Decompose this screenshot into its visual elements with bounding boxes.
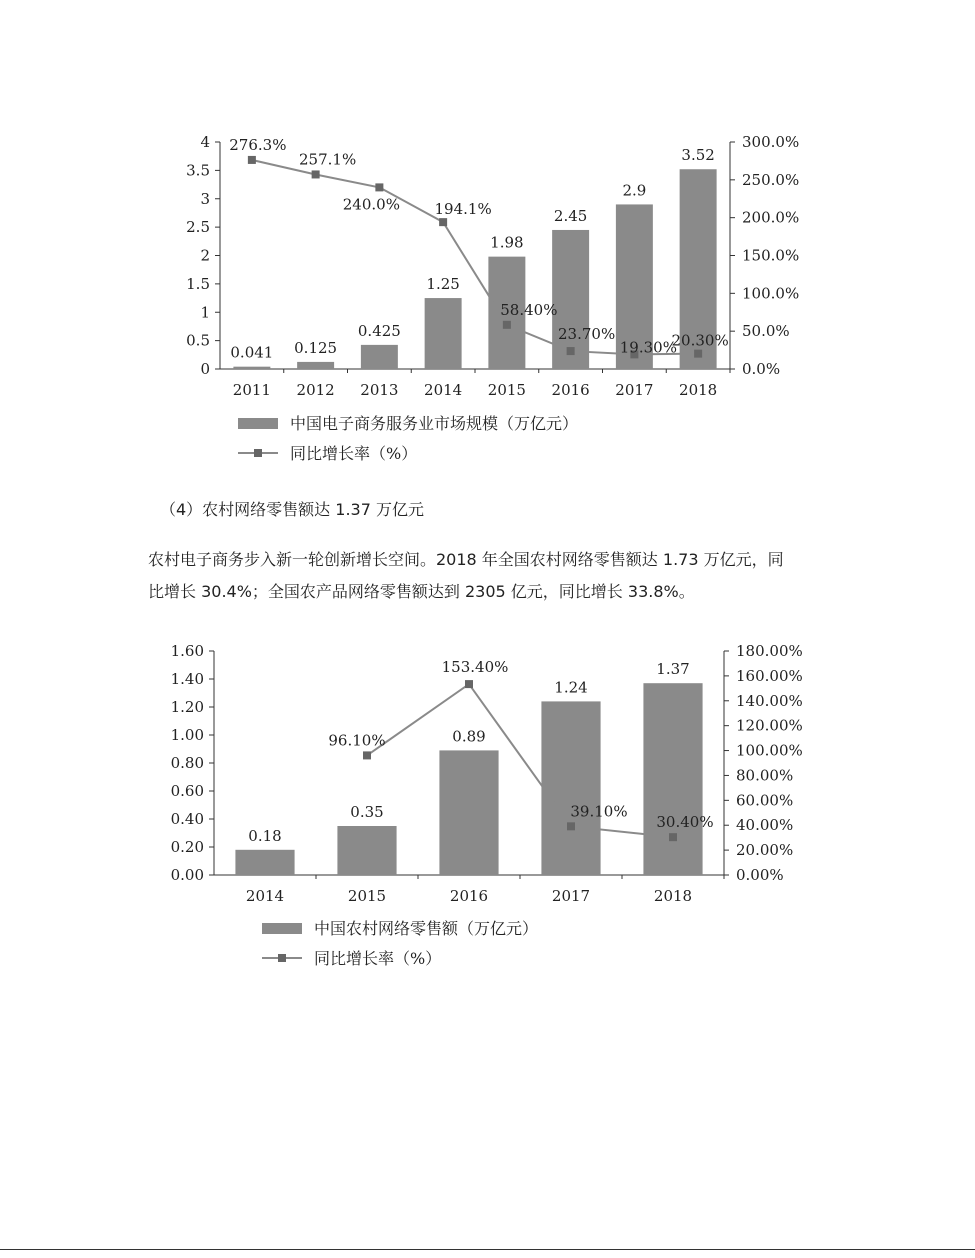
x-tick-label: 2015 [347,887,387,905]
left-tick-label: 0.5 [186,331,210,350]
left-tick-label: 2 [200,246,210,265]
growth-value-label: 257.1% [299,150,357,169]
left-tick-label: 2.5 [186,218,210,237]
right-tick-label: 300.0% [742,133,800,151]
bar-value-label: 0.35 [350,803,384,821]
section-heading: （4）农村网络零售额达 1.37 万亿元 [160,500,424,519]
x-tick-label: 2015 [487,381,526,399]
chart-1-svg [0,120,975,480]
bar-value-label: 1.37 [656,660,690,679]
x-tick-label: 2016 [551,381,590,399]
growth-marker [567,822,575,830]
left-tick-label: 0.80 [170,754,204,772]
growth-marker [465,680,473,688]
right-tick-label: 180.00% [736,642,803,660]
right-tick-label: 50.0% [742,322,790,341]
bar-value-label: 0.125 [294,338,338,357]
x-tick-label: 2017 [551,887,591,905]
left-tick-label: 1.5 [186,274,210,293]
x-tick-label: 2012 [296,381,335,399]
legend-line-marker [278,954,286,962]
bar [337,826,396,875]
right-tick-label: 150.0% [742,246,800,265]
growth-value-label: 39.10% [570,802,628,821]
growth-marker [439,218,447,226]
left-tick-label: 1.40 [170,670,204,688]
bar-value-label: 0.89 [452,727,486,746]
bar-value-label: 3.52 [681,146,715,165]
bar-value-label: 1.24 [554,678,588,697]
growth-marker [567,347,575,355]
left-tick-label: 1.00 [170,726,204,744]
ecommerce-service-market-chart [0,120,975,484]
growth-marker [312,170,320,178]
x-tick-label: 2013 [360,381,399,399]
legend-line-marker [254,449,262,457]
footer-rule [0,1249,975,1250]
left-tick-label: 4 [200,133,210,151]
growth-marker [694,350,702,358]
right-tick-label: 160.00% [736,666,803,685]
growth-value-label: 23.70% [558,325,616,344]
growth-value-label: 30.40% [656,813,714,832]
right-tick-label: 0.0% [742,360,781,378]
growth-value-label: 96.10% [328,731,386,750]
legend-bar-swatch [238,418,278,429]
x-tick-label: 2017 [615,381,654,399]
right-tick-label: 250.0% [742,170,800,189]
growth-value-label: 194.1% [434,200,492,219]
bar [235,850,294,875]
left-tick-label: 0 [200,360,210,378]
paragraph-line-2: 比增长 30.4%；全国农产品网络零售额达到 2305 亿元，同比增长 33.8%。 [148,582,695,601]
x-tick-label: 2018 [679,381,718,399]
growth-marker [248,156,256,164]
growth-value-label: 20.30% [671,331,729,350]
growth-marker [503,321,511,329]
legend-bar-swatch [262,923,302,934]
right-tick-label: 80.00% [736,766,794,785]
x-tick-label: 2018 [653,887,693,905]
growth-value-label: 19.30% [619,338,677,357]
left-tick-label: 1.20 [170,698,204,716]
growth-marker [363,751,371,759]
bar [541,701,600,875]
bar-value-label: 2.9 [622,181,647,200]
x-tick-label: 2016 [449,887,489,905]
legend-bar-label: 中国农村网络零售额（万亿元） [314,919,539,938]
legend-line-label: 同比增长率（%） [314,949,442,968]
left-tick-label: 0.40 [170,810,204,828]
x-tick-label: 2011 [232,381,271,399]
growth-marker [669,833,677,841]
right-tick-label: 100.0% [742,284,800,303]
bar-value-label: 1.25 [426,275,460,294]
bar-value-label: 2.45 [553,206,588,225]
paragraph [148,544,838,608]
right-tick-label: 140.00% [736,691,803,710]
growth-value-label: 153.40% [441,658,509,677]
bar [439,750,498,875]
right-tick-label: 120.00% [736,716,803,735]
left-tick-label: 3.5 [186,161,210,180]
bar [361,345,398,369]
legend-bar-label: 中国电子商务服务业市场规模（万亿元） [290,414,579,433]
growth-marker [375,183,383,191]
left-tick-label: 0.20 [170,838,204,856]
right-tick-label: 100.00% [736,741,803,760]
right-tick-label: 200.0% [742,208,800,227]
bar [425,298,462,369]
chart-2-svg [0,628,975,978]
bar-value-label: 1.98 [490,233,524,252]
bar-value-label: 0.041 [230,343,274,362]
left-tick-label: 0.00 [170,866,204,884]
x-tick-label: 2014 [424,381,463,399]
right-tick-label: 20.00% [736,841,794,860]
bar [297,362,334,369]
left-tick-label: 0.60 [170,782,204,800]
growth-value-label: 240.0% [342,195,400,214]
bar-value-label: 0.425 [357,321,401,340]
growth-value-label: 276.3% [229,135,287,154]
left-tick-label: 3 [200,189,210,208]
left-tick-label: 1.60 [170,642,204,660]
left-tick-label: 1 [200,303,210,322]
right-tick-label: 60.00% [736,791,794,810]
bar-value-label: 0.18 [248,826,282,845]
bar [233,367,270,369]
growth-value-label: 58.40% [500,300,558,319]
bar [643,683,702,875]
right-tick-label: 40.00% [736,816,794,835]
x-tick-label: 2014 [245,887,285,905]
right-tick-label: 0.00% [736,866,784,884]
rural-online-retail-chart [0,628,975,982]
paragraph-line-1: 农村电子商务步入新一轮创新增长空间。2018 年全国农村网络零售额达 1.73 万亿元，同 [148,550,784,569]
legend-line-label: 同比增长率（%） [290,444,418,463]
